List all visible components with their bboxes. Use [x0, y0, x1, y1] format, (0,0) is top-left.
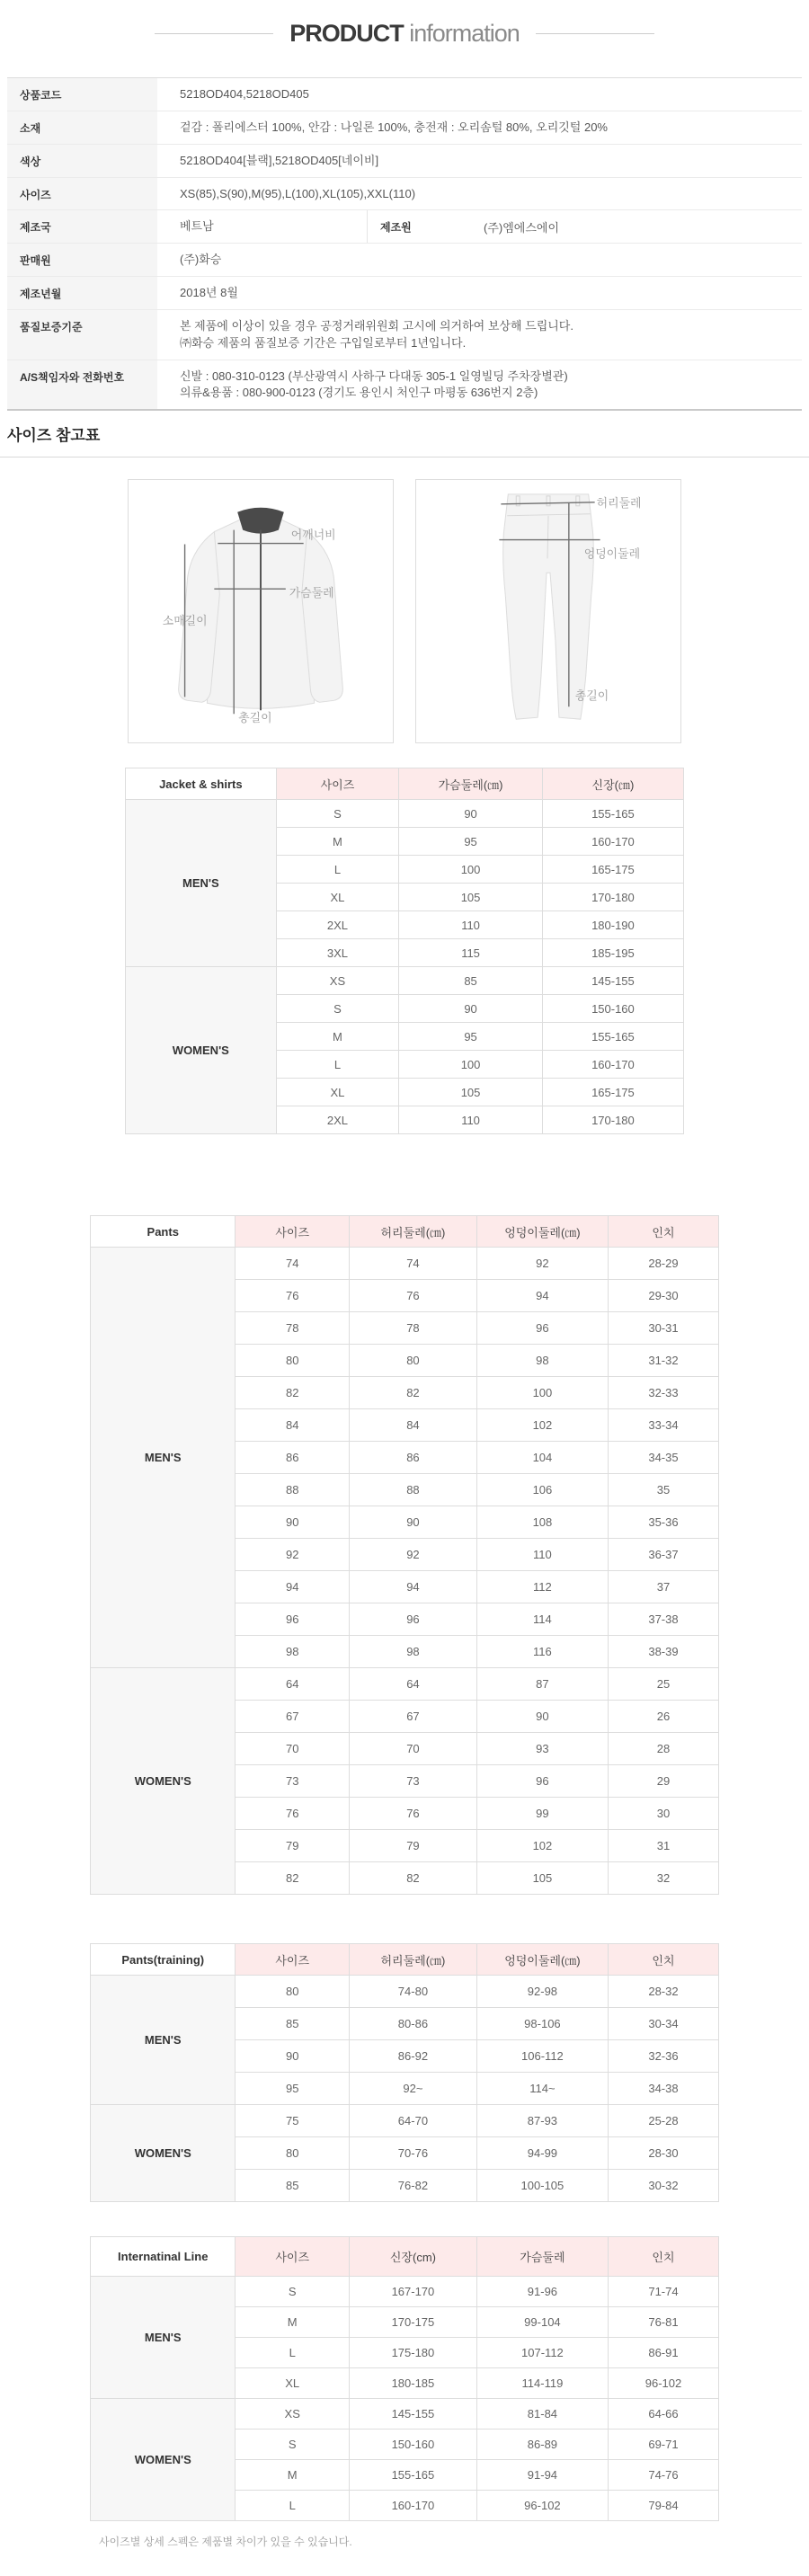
table-cell: 86-92 — [349, 2040, 476, 2073]
table-cell: 91-96 — [476, 2277, 608, 2307]
table-cell: 167-170 — [349, 2277, 476, 2307]
info-label: 제조년월 — [7, 277, 157, 309]
table-cell: 150-160 — [349, 2429, 476, 2460]
column-header: 허리둘레(㎝) — [349, 1216, 476, 1248]
table-header-row — [91, 1944, 719, 1976]
page-title-text — [289, 20, 520, 48]
info-value — [157, 310, 802, 360]
table-cell: 28-30 — [608, 2137, 718, 2170]
table-title: Pants — [91, 1216, 236, 1248]
table-cell: 82 — [236, 1862, 350, 1895]
info-label: 사이즈 — [7, 178, 157, 210]
table-cell: XL — [236, 2368, 350, 2399]
table-title: Internatinal Line — [91, 2237, 236, 2277]
page-title — [0, 13, 809, 54]
table-cell: 160-170 — [542, 1051, 683, 1079]
table-cell: 96 — [476, 1765, 608, 1798]
table-cell: L — [236, 2491, 350, 2521]
table-cell: 74 — [236, 1248, 350, 1280]
table-cell: 88 — [236, 1474, 350, 1506]
table-cell: 105 — [399, 1079, 543, 1106]
table-cell: 87 — [476, 1668, 608, 1701]
table-cell: 29 — [608, 1765, 718, 1798]
table-cell: 98-106 — [476, 2008, 608, 2040]
table-cell: 32-33 — [608, 1377, 718, 1409]
info-label: A/S책임자와 전화번호 — [7, 360, 157, 410]
info-label: 상품코드 — [7, 78, 157, 111]
table-cell: L — [236, 2338, 350, 2368]
table-cell: 76 — [349, 1280, 476, 1312]
info-row-material — [7, 111, 802, 145]
table-cell: 35 — [608, 1474, 718, 1506]
table-cell: 31-32 — [608, 1345, 718, 1377]
table-cell: 64 — [349, 1668, 476, 1701]
table-cell: 28-32 — [608, 1976, 718, 2008]
table-cell: 67 — [349, 1701, 476, 1733]
table-cell: 92 — [476, 1248, 608, 1280]
table-cell: 94 — [476, 1280, 608, 1312]
pants-diagram — [415, 479, 681, 743]
table-cell: 114 — [476, 1603, 608, 1636]
table-cell: S — [236, 2277, 350, 2307]
table-cell: 64-70 — [349, 2105, 476, 2137]
table-title: Jacket & shirts — [126, 768, 277, 800]
table-cell: 155-165 — [542, 1023, 683, 1051]
warranty-line-2: ㈜화승 제품의 품질보증 기간은 구입일로부터 1년입니다. — [180, 335, 467, 350]
table-cell: 92-98 — [476, 1976, 608, 2008]
table-cell: 86-89 — [476, 2429, 608, 2460]
table-cell: 96-102 — [608, 2368, 718, 2399]
table-cell: 94 — [349, 1571, 476, 1603]
pants-waist-label: 허리둘레 — [596, 496, 642, 511]
table-cell: 170-180 — [542, 1106, 683, 1134]
jacket-diagram — [128, 479, 394, 743]
table-row — [126, 967, 684, 995]
title-information: information — [409, 19, 520, 47]
table-row — [126, 800, 684, 828]
table-cell: 30-31 — [608, 1312, 718, 1345]
table-cell: 105 — [399, 884, 543, 911]
section-title: 사이즈 참고표 — [7, 427, 101, 445]
table-cell: 2XL — [276, 1106, 399, 1134]
table-cell: 70-76 — [349, 2137, 476, 2170]
table-cell: 76 — [349, 1798, 476, 1830]
table-cell: 74-80 — [349, 1976, 476, 2008]
info-row-seller — [7, 244, 802, 277]
table-cell: 78 — [236, 1312, 350, 1345]
table-row — [91, 1976, 719, 2008]
table-cell: 85 — [236, 2170, 350, 2202]
table-cell: 31 — [608, 1830, 718, 1862]
table-cell: 88 — [349, 1474, 476, 1506]
table-cell: L — [276, 1051, 399, 1079]
section-label: WOMEN'S — [91, 2399, 236, 2521]
info-row-warranty — [7, 310, 802, 360]
info-label: 색상 — [7, 145, 157, 177]
jacket-shirts-size-table — [125, 768, 684, 1134]
table-cell: 82 — [349, 1377, 476, 1409]
table-cell: 96 — [236, 1603, 350, 1636]
table-cell: 100 — [476, 1377, 608, 1409]
table-cell: 85 — [399, 967, 543, 995]
as-line-1: 신발 : 080-310-0123 (부산광역시 사하구 다대동 305-1 일영빌딩 주차장별관) — [180, 369, 568, 383]
table-cell: 170-175 — [349, 2307, 476, 2338]
table-cell: 104 — [476, 1442, 608, 1474]
table-cell: 32-36 — [608, 2040, 718, 2073]
table-cell: 3XL — [276, 939, 399, 967]
size-footnote: 사이즈별 상세 스펙은 제품별 차이가 있을 수 있습니다. — [99, 2536, 352, 2549]
table-cell: 94 — [236, 1571, 350, 1603]
table-row — [91, 1248, 719, 1280]
column-header: 가슴둘레(㎝) — [399, 768, 543, 800]
table-cell: 155-165 — [542, 800, 683, 828]
table-cell: 114-119 — [476, 2368, 608, 2399]
column-header: 사이즈 — [276, 768, 399, 800]
table-cell: 106 — [476, 1474, 608, 1506]
table-cell: 25-28 — [608, 2105, 718, 2137]
table-cell: 90 — [236, 1506, 350, 1539]
info-value: 겉감 : 폴리에스터 100%, 안감 : 나일론 100%, 충전재 : 오리솜털 80%, 오리깃털 20% — [180, 120, 608, 134]
table-cell: 116 — [476, 1636, 608, 1668]
table-cell: S — [276, 995, 399, 1023]
table-cell: S — [236, 2429, 350, 2460]
table-cell: 76 — [236, 1798, 350, 1830]
table-cell: 2XL — [276, 911, 399, 939]
info-value: 5218OD404,5218OD405 — [180, 87, 309, 101]
column-header: 허리둘레(㎝) — [349, 1944, 476, 1976]
table-cell: 82 — [349, 1862, 476, 1895]
table-cell: 110 — [399, 1106, 543, 1134]
jacket-length-label: 총길이 — [238, 711, 272, 725]
table-cell: XS — [276, 967, 399, 995]
table-cell: 76 — [236, 1280, 350, 1312]
table-cell: 28 — [608, 1733, 718, 1765]
table-cell: 94-99 — [476, 2137, 608, 2170]
table-cell: 74 — [349, 1248, 476, 1280]
table-cell: 37-38 — [608, 1603, 718, 1636]
column-header: 엉덩이둘레(㎝) — [476, 1216, 608, 1248]
table-row — [91, 1668, 719, 1701]
product-information-page — [0, 13, 809, 2549]
table-cell: 92~ — [349, 2073, 476, 2105]
table-cell: 87-93 — [476, 2105, 608, 2137]
info-row-size — [7, 178, 802, 211]
table-cell: 98 — [476, 1345, 608, 1377]
table-cell: 30 — [608, 1798, 718, 1830]
title-right-rule — [536, 33, 654, 34]
table-cell: 106-112 — [476, 2040, 608, 2073]
table-cell: 100 — [399, 1051, 543, 1079]
table-cell: 84 — [236, 1409, 350, 1442]
jacket-illustration — [129, 480, 393, 742]
table-cell: 93 — [476, 1733, 608, 1765]
table-cell: 145-155 — [542, 967, 683, 995]
info-row-code — [7, 78, 802, 111]
table-cell: 74-76 — [608, 2460, 718, 2491]
info-label: 품질보증기준 — [7, 310, 157, 360]
table-cell: 80 — [236, 1345, 350, 1377]
table-cell: M — [276, 828, 399, 856]
section-label: MEN'S — [126, 800, 277, 967]
table-cell: 160-170 — [542, 828, 683, 856]
table-cell: 95 — [236, 2073, 350, 2105]
table-cell: 37 — [608, 1571, 718, 1603]
table-cell: 90 — [476, 1701, 608, 1733]
info-label: 제조국 — [7, 210, 157, 243]
table-cell: M — [236, 2307, 350, 2338]
title-product: PRODUCT — [289, 19, 404, 47]
column-header: 인치 — [608, 1944, 718, 1976]
table-cell: 160-170 — [349, 2491, 476, 2521]
international-line-size-table — [90, 2236, 719, 2521]
table-cell: 170-180 — [542, 884, 683, 911]
table-cell: 86 — [236, 1442, 350, 1474]
table-cell: 115 — [399, 939, 543, 967]
pants-training-size-table — [90, 1943, 719, 2202]
table-cell: 98 — [236, 1636, 350, 1668]
table-cell: 114~ — [476, 2073, 608, 2105]
jacket-sleeve-label: 소매길이 — [162, 614, 208, 628]
table-cell: 180-190 — [542, 911, 683, 939]
table-cell: 33-34 — [608, 1409, 718, 1442]
table-cell: 90 — [349, 1506, 476, 1539]
table-title: Pants(training) — [91, 1944, 236, 1976]
jacket-shoulder-label: 어깨너비 — [290, 528, 336, 542]
table-cell: 25 — [608, 1668, 718, 1701]
pants-hip-label: 엉덩이둘레 — [583, 546, 641, 561]
table-cell: 73 — [236, 1765, 350, 1798]
pants-illustration — [416, 480, 680, 742]
column-header: 사이즈 — [236, 1216, 350, 1248]
table-row — [91, 2105, 719, 2137]
table-cell: 100 — [399, 856, 543, 884]
table-cell: 30-32 — [608, 2170, 718, 2202]
table-cell: 80 — [236, 1976, 350, 2008]
size-reference-section-head — [0, 422, 809, 457]
table-cell: 34-38 — [608, 2073, 718, 2105]
table-cell: 155-165 — [349, 2460, 476, 2491]
table-cell: 29-30 — [608, 1280, 718, 1312]
table-cell: 28-29 — [608, 1248, 718, 1280]
table-header-row — [91, 2237, 719, 2277]
table-cell: 99 — [476, 1798, 608, 1830]
table-cell: 76-81 — [608, 2307, 718, 2338]
pants-size-table — [90, 1215, 719, 1895]
table-cell: 99-104 — [476, 2307, 608, 2338]
table-row — [91, 2277, 719, 2307]
table-cell: 38-39 — [608, 1636, 718, 1668]
table-cell: 85 — [236, 2008, 350, 2040]
table-row — [91, 2399, 719, 2429]
section-label: WOMEN'S — [126, 967, 277, 1134]
table-cell: 165-175 — [542, 856, 683, 884]
table-cell: 91-94 — [476, 2460, 608, 2491]
table-cell: 95 — [399, 828, 543, 856]
table-cell: 64 — [236, 1668, 350, 1701]
column-header: 인치 — [608, 1216, 718, 1248]
table-cell: 95 — [399, 1023, 543, 1051]
table-cell: 100-105 — [476, 2170, 608, 2202]
section-label: WOMEN'S — [91, 1668, 236, 1895]
table-cell: 70 — [236, 1733, 350, 1765]
table-header-row — [91, 1216, 719, 1248]
info-row-color — [7, 145, 802, 178]
info-value: 2018년 8월 — [180, 286, 238, 300]
table-cell: 86-91 — [608, 2338, 718, 2368]
table-cell: L — [276, 856, 399, 884]
section-label: MEN'S — [91, 1976, 236, 2105]
table-cell: 90 — [236, 2040, 350, 2073]
table-cell: 36-37 — [608, 1539, 718, 1571]
column-header: 신장(cm) — [349, 2237, 476, 2277]
info-value: 5218OD404[블랙],5218OD405[네이비] — [180, 153, 379, 167]
table-cell: 175-180 — [349, 2338, 476, 2368]
column-header: 엉덩이둘레(㎝) — [476, 1944, 608, 1976]
table-cell: 112 — [476, 1571, 608, 1603]
column-header: 사이즈 — [236, 1944, 350, 1976]
table-cell: 180-185 — [349, 2368, 476, 2399]
section-label: MEN'S — [91, 2277, 236, 2399]
title-left-rule — [155, 33, 273, 34]
table-cell: 108 — [476, 1506, 608, 1539]
info-value-manufacturer: (주)엠에스에이 — [484, 221, 560, 235]
table-cell: 79 — [349, 1830, 476, 1862]
table-cell: 75 — [236, 2105, 350, 2137]
table-cell: 82 — [236, 1377, 350, 1409]
table-cell: 34-35 — [608, 1442, 718, 1474]
as-line-2: 의류&용품 : 080-900-0123 (경기도 용인시 처인구 마평동 636번지 2층) — [180, 386, 538, 400]
column-header: 사이즈 — [236, 2237, 350, 2277]
info-label-manufacturer: 제조원 — [367, 210, 475, 243]
table-cell: 105 — [476, 1862, 608, 1895]
table-cell: 110 — [399, 911, 543, 939]
column-header: 인치 — [608, 2237, 718, 2277]
table-cell: XL — [276, 1079, 399, 1106]
info-value: (주)화승 — [180, 253, 222, 267]
warranty-line-1: 본 제품에 이상이 있을 경우 공정거래위원회 고시에 의거하여 보상해 드립니다. — [180, 318, 573, 333]
table-cell: 96 — [349, 1603, 476, 1636]
table-cell: 165-175 — [542, 1079, 683, 1106]
table-cell: 96 — [476, 1312, 608, 1345]
table-cell: 70 — [349, 1733, 476, 1765]
table-cell: 90 — [399, 995, 543, 1023]
info-value: XS(85),S(90),M(95),L(100),XL(105),XXL(110) — [180, 186, 416, 200]
table-cell: 107-112 — [476, 2338, 608, 2368]
info-label: 소재 — [7, 111, 157, 144]
table-cell: 86 — [349, 1442, 476, 1474]
info-value — [157, 360, 802, 410]
table-cell: 80 — [236, 2137, 350, 2170]
table-cell: 78 — [349, 1312, 476, 1345]
product-info-table — [7, 77, 802, 411]
table-cell: 67 — [236, 1701, 350, 1733]
column-header: 가슴둘레 — [476, 2237, 608, 2277]
section-label: MEN'S — [91, 1248, 236, 1668]
measurement-diagrams — [0, 479, 809, 743]
table-cell: 80-86 — [349, 2008, 476, 2040]
table-cell: XS — [236, 2399, 350, 2429]
table-cell: 71-74 — [608, 2277, 718, 2307]
table-cell: 80 — [349, 1345, 476, 1377]
table-cell: 30-34 — [608, 2008, 718, 2040]
table-cell: 69-71 — [608, 2429, 718, 2460]
table-cell: 81-84 — [476, 2399, 608, 2429]
table-cell: 92 — [236, 1539, 350, 1571]
table-cell: 150-160 — [542, 995, 683, 1023]
info-row-origin — [7, 210, 802, 244]
table-cell: 102 — [476, 1830, 608, 1862]
info-label: 판매원 — [7, 244, 157, 276]
table-cell: 98 — [349, 1636, 476, 1668]
table-cell: 92 — [349, 1539, 476, 1571]
table-cell: 76-82 — [349, 2170, 476, 2202]
table-cell: 35-36 — [608, 1506, 718, 1539]
table-cell: 96-102 — [476, 2491, 608, 2521]
table-cell: M — [276, 1023, 399, 1051]
table-cell: 32 — [608, 1862, 718, 1895]
table-cell: 102 — [476, 1409, 608, 1442]
table-cell: 110 — [476, 1539, 608, 1571]
table-cell: 145-155 — [349, 2399, 476, 2429]
table-cell: 79-84 — [608, 2491, 718, 2521]
table-cell: 90 — [399, 800, 543, 828]
info-row-as-contact — [7, 360, 802, 410]
info-row-date — [7, 277, 802, 310]
section-label: WOMEN'S — [91, 2105, 236, 2202]
table-cell: 64-66 — [608, 2399, 718, 2429]
table-cell: XL — [276, 884, 399, 911]
table-cell: 84 — [349, 1409, 476, 1442]
table-cell: 79 — [236, 1830, 350, 1862]
table-cell: M — [236, 2460, 350, 2491]
table-cell: S — [276, 800, 399, 828]
jacket-chest-label: 가슴둘레 — [289, 586, 334, 600]
pants-length-label: 총길이 — [574, 688, 609, 703]
table-cell: 26 — [608, 1701, 718, 1733]
table-header-row — [126, 768, 684, 800]
table-cell: 185-195 — [542, 939, 683, 967]
column-header: 신장(㎝) — [542, 768, 683, 800]
info-value: 베트남 — [180, 219, 214, 234]
table-cell: 73 — [349, 1765, 476, 1798]
